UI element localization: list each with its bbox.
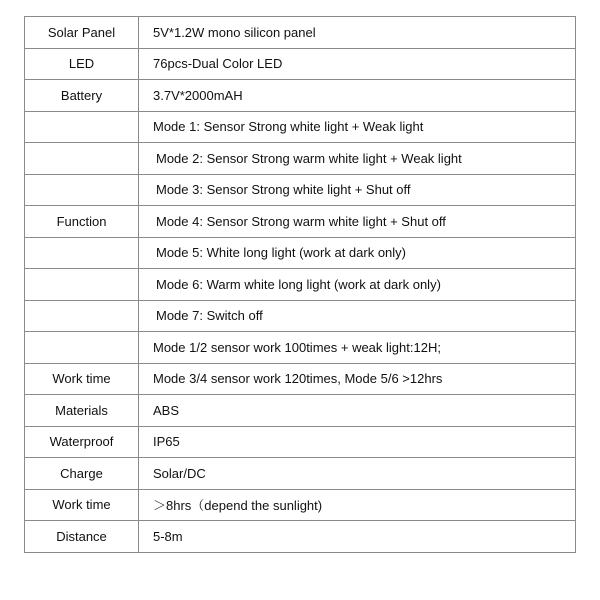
table-row <box>25 332 576 364</box>
table-row <box>25 206 576 238</box>
spec-label-led: LED <box>25 48 139 80</box>
spec-label-function: Function <box>25 206 139 238</box>
spec-label-function-spacer <box>25 143 139 175</box>
spec-value-led: 76pcs-Dual Color LED <box>139 48 576 80</box>
spec-label-solar-panel: Solar Panel <box>25 17 139 49</box>
spec-value-mode-1: Mode 1: Sensor Strong white light + Weak light <box>139 111 576 143</box>
spec-value-mode-5: Mode 5: White long light (work at dark only) <box>139 237 576 269</box>
table-row <box>25 489 576 521</box>
spec-label-function-spacer <box>25 269 139 301</box>
spec-value-work-time-line-1: Mode 1/2 sensor work 100times + weak light:12H; <box>139 332 576 364</box>
table-row <box>25 458 576 490</box>
spec-value-mode-7: Mode 7: Switch off <box>139 300 576 332</box>
spec-value-mode-2: Mode 2: Sensor Strong warm white light + Weak light <box>139 143 576 175</box>
spec-label-battery: Battery <box>25 80 139 112</box>
spec-label-work-time-spacer <box>25 332 139 364</box>
spec-label-function-spacer <box>25 111 139 143</box>
table-row <box>25 237 576 269</box>
spec-label-work-time: Work time <box>25 363 139 395</box>
table-row <box>25 363 576 395</box>
spec-value-solar-panel: 5V*1.2W mono silicon panel <box>139 17 576 49</box>
table-row <box>25 300 576 332</box>
spec-table <box>24 16 576 553</box>
spec-value-battery: 3.7V*2000mAH <box>139 80 576 112</box>
table-row <box>25 80 576 112</box>
spec-label-function-spacer <box>25 174 139 206</box>
table-row <box>25 269 576 301</box>
spec-value-mode-6: Mode 6: Warm white long light (work at dark only) <box>139 269 576 301</box>
spec-label-work-time-charge: Work time <box>25 489 139 521</box>
spec-label-materials: Materials <box>25 395 139 427</box>
spec-value-materials: ABS <box>139 395 576 427</box>
spec-value-work-time-line-2: Mode 3/4 sensor work 120times, Mode 5/6 >12hrs <box>139 363 576 395</box>
spec-value-mode-4: Mode 4: Sensor Strong warm white light + Shut off <box>139 206 576 238</box>
spec-value-distance: 5-8m <box>139 521 576 553</box>
spec-value-waterproof: IP65 <box>139 426 576 458</box>
table-row <box>25 521 576 553</box>
table-row <box>25 111 576 143</box>
table-row <box>25 426 576 458</box>
table-row <box>25 143 576 175</box>
spec-value-work-time-charge: ＞8hrs（depend the sunlight) <box>139 489 576 521</box>
spec-label-charge: Charge <box>25 458 139 490</box>
table-row <box>25 174 576 206</box>
spec-label-function-spacer <box>25 237 139 269</box>
table-row <box>25 17 576 49</box>
spec-label-waterproof: Waterproof <box>25 426 139 458</box>
table-row <box>25 395 576 427</box>
spec-label-function-spacer <box>25 300 139 332</box>
spec-value-mode-3: Mode 3: Sensor Strong white light + Shut off <box>139 174 576 206</box>
spec-label-distance: Distance <box>25 521 139 553</box>
table-row <box>25 48 576 80</box>
spec-value-charge: Solar/DC <box>139 458 576 490</box>
